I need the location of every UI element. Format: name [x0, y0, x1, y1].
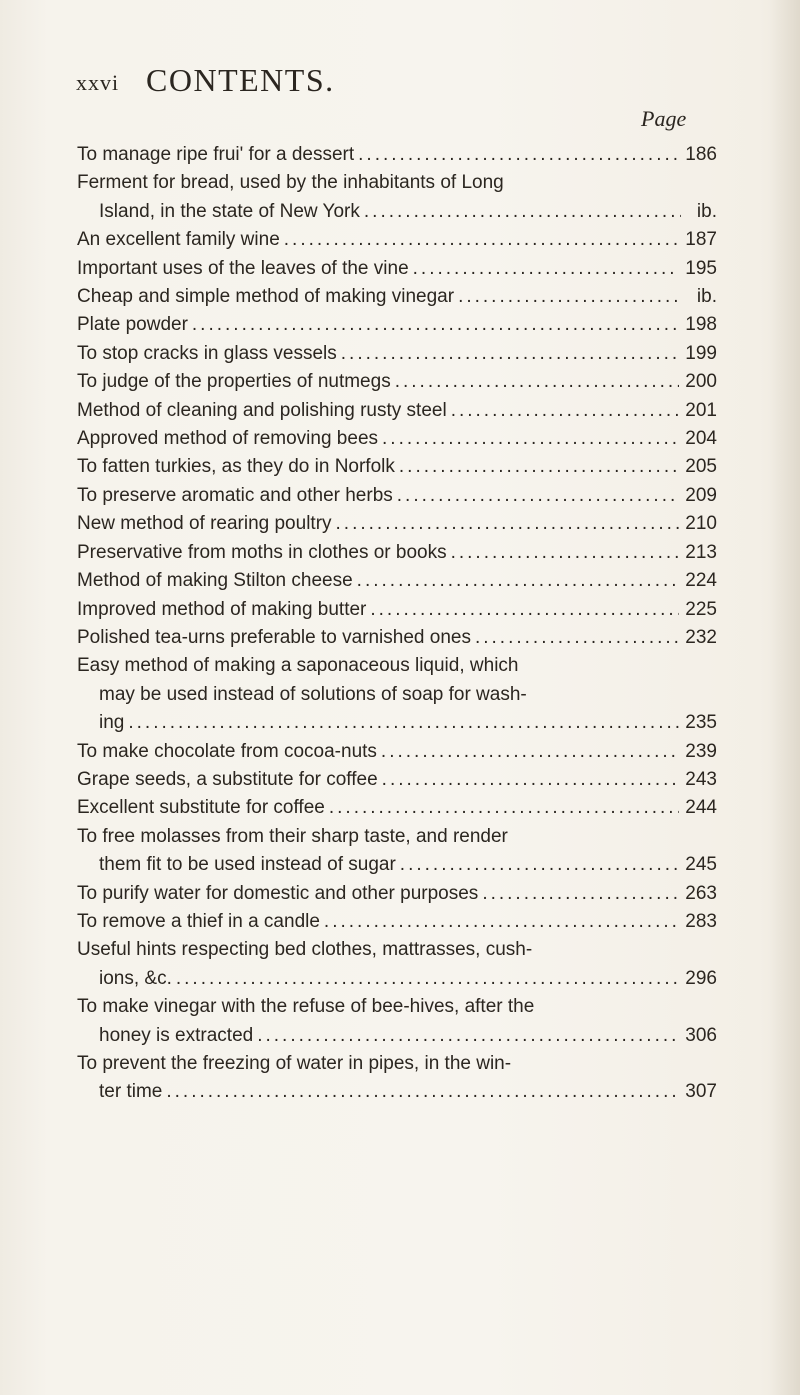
- dot-leader: [257, 1022, 679, 1050]
- contents-entry: [77, 596, 717, 624]
- dot-leader: [458, 283, 681, 311]
- entry-line: [77, 596, 717, 624]
- entry-title-text: To judge of the properties of nutmegs: [77, 371, 391, 393]
- contents-entry: [77, 226, 717, 254]
- entry-page-number: 235: [685, 712, 717, 734]
- entry-line: [77, 738, 717, 766]
- entry-title-text: To purify water for domestic and other purposes: [77, 882, 479, 904]
- contents-entry: [77, 141, 717, 169]
- entry-line: [77, 908, 717, 936]
- dot-leader: [382, 766, 680, 794]
- entry-line: [77, 1022, 717, 1050]
- contents-entry: [77, 652, 717, 737]
- entry-title-text: Ferment for bread, used by the inhabitants of Long: [77, 172, 504, 194]
- contents-entry: [77, 766, 717, 794]
- entry-title-text: Method of cleaning and polishing rusty steel: [77, 399, 447, 421]
- contents-entry: [77, 510, 717, 538]
- dot-leader: [166, 1078, 679, 1106]
- entry-title-text: To fatten turkies, as they do in Norfolk: [77, 456, 395, 478]
- entry-page-number: 204: [685, 428, 717, 450]
- dot-leader: [451, 397, 680, 425]
- entry-page-number: 210: [685, 513, 717, 535]
- entry-line: [77, 141, 717, 169]
- entry-page-number: 201: [685, 399, 717, 421]
- page-edge-shadow: [770, 0, 800, 1395]
- entry-title-text: Plate powder: [77, 314, 188, 336]
- entry-line: [77, 681, 717, 709]
- contents-entry: [77, 255, 717, 283]
- dot-leader: [324, 908, 679, 936]
- dot-leader: [395, 368, 680, 396]
- entry-line: [77, 340, 717, 368]
- page-header: [76, 62, 696, 102]
- entry-line: [77, 311, 717, 339]
- entry-line: [77, 936, 717, 964]
- entry-line: [77, 397, 717, 425]
- entry-page-number: ib.: [696, 200, 717, 222]
- dot-leader: [128, 709, 679, 737]
- entry-line: [77, 198, 717, 226]
- entry-title-text: New method of rearing poultry: [77, 513, 332, 535]
- running-head-title: CONTENTS.: [146, 62, 335, 98]
- entry-page-number: 224: [685, 570, 717, 592]
- entry-page-number: 200: [685, 371, 717, 393]
- entry-title-text: ter time: [99, 1081, 163, 1103]
- entry-line: [77, 993, 717, 1021]
- contents-entry: [77, 880, 717, 908]
- entry-page-number: 263: [685, 882, 717, 904]
- contents-entry: [77, 908, 717, 936]
- entry-title-text: To manage ripe frui' for a dessert: [77, 144, 355, 165]
- entry-line: [77, 652, 717, 680]
- entry-line: [77, 624, 717, 652]
- entry-line: [77, 453, 717, 481]
- contents-entry: [77, 368, 717, 396]
- entry-line: [77, 539, 717, 567]
- entry-title-text: may be used instead of solutions of soap for wash-: [99, 683, 527, 705]
- entry-line: [77, 766, 717, 794]
- entry-page-number: 198: [685, 314, 717, 336]
- entry-line: [77, 1078, 717, 1106]
- entry-title-text: Important uses of the leaves of the vine: [77, 257, 409, 279]
- contents-list: [77, 141, 717, 1107]
- entry-line: [77, 226, 717, 254]
- entry-line: [77, 823, 717, 851]
- contents-entry: [77, 311, 717, 339]
- entry-title-text: To stop cracks in glass vessels: [77, 342, 337, 364]
- entry-title-text: To make vinegar with the refuse of bee-hives, after the: [77, 996, 535, 1018]
- entry-line: [77, 709, 717, 737]
- entry-page-number: 243: [685, 768, 717, 790]
- dot-leader: [413, 255, 680, 283]
- dot-leader: [397, 482, 680, 510]
- contents-entry: [77, 936, 717, 993]
- dot-leader: [381, 738, 679, 766]
- entry-title-text: To preserve aromatic and other herbs: [77, 484, 393, 506]
- dot-leader: [192, 311, 679, 339]
- entry-page-number: 306: [685, 1024, 717, 1046]
- entry-page-number: 209: [685, 484, 717, 506]
- entry-title-text: honey is extracted: [99, 1024, 254, 1046]
- folio-number: xxvi: [76, 70, 120, 95]
- entry-title-text: To remove a thief in a candle: [77, 910, 320, 932]
- contents-entry: [77, 425, 717, 453]
- entry-title-text: To prevent the freezing of water in pipes, in the win-: [77, 1053, 512, 1074]
- entry-title-text: To free molasses from their sharp taste, and render: [77, 825, 508, 847]
- dot-leader: [400, 851, 680, 879]
- entry-page-number: 186: [685, 144, 717, 165]
- entry-page-number: ib.: [696, 286, 717, 308]
- dot-leader: [370, 596, 679, 624]
- entry-title-text: Method of making Stilton cheese: [77, 570, 353, 592]
- contents-entry: [77, 397, 717, 425]
- contents-entry: [77, 539, 717, 567]
- dot-leader: [284, 226, 680, 254]
- entry-page-number: 225: [685, 598, 717, 620]
- contents-entry: [77, 567, 717, 595]
- dot-leader: [364, 198, 681, 226]
- entry-title-text: An excellent family wine: [77, 229, 280, 251]
- dot-leader: [358, 141, 679, 169]
- entry-title-text: Cheap and simple method of making vinegar: [77, 286, 455, 308]
- contents-entry: [77, 823, 717, 880]
- entry-page-number: 199: [685, 342, 717, 364]
- entry-title-text: Easy method of making a saponaceous liquid, which: [77, 655, 519, 677]
- entry-line: [77, 255, 717, 283]
- dot-leader: [357, 567, 680, 595]
- contents-entry: [77, 283, 717, 311]
- entry-title-text: Improved method of making butter: [77, 598, 367, 620]
- entry-title-text: Preservative from moths in clothes or books: [77, 541, 447, 563]
- entry-title-text: Excellent substitute for coffee: [77, 797, 325, 819]
- contents-entry: [77, 482, 717, 510]
- entry-line: [77, 880, 717, 908]
- entry-page-number: 187: [685, 229, 717, 251]
- entry-page-number: 307: [685, 1081, 717, 1103]
- dot-leader: [341, 340, 680, 368]
- entry-line: [77, 482, 717, 510]
- entry-page-number: 283: [685, 910, 717, 932]
- entry-page-number: 232: [685, 626, 717, 648]
- entry-line: [77, 169, 717, 197]
- contents-entry: [77, 993, 717, 1050]
- entry-line: [77, 567, 717, 595]
- entry-line: [77, 283, 717, 311]
- dot-leader: [399, 453, 679, 481]
- contents-entry: [77, 794, 717, 822]
- contents-entry: [77, 453, 717, 481]
- entry-title-text: Useful hints respecting bed clothes, mattrasses, cush-: [77, 939, 533, 961]
- entry-line: [77, 510, 717, 538]
- entry-title-text: Polished tea-urns preferable to varnished ones: [77, 626, 471, 648]
- dot-leader: [475, 624, 679, 652]
- entry-page-number: 296: [685, 967, 717, 989]
- page-column-label: Page: [641, 106, 687, 131]
- dot-leader: [176, 965, 679, 993]
- entry-page-number: 239: [685, 740, 717, 762]
- entry-title-text: To make chocolate from cocoa-nuts: [77, 740, 377, 762]
- dot-leader: [329, 794, 679, 822]
- entry-line: [77, 1050, 717, 1078]
- contents-entry: [77, 340, 717, 368]
- entry-title-text: ions, &c.: [99, 967, 172, 989]
- entry-title-text: ing: [99, 712, 125, 734]
- entry-line: [77, 851, 717, 879]
- entry-title-text: Island, in the state of New York: [99, 200, 360, 222]
- entry-title-text: them fit to be used instead of sugar: [99, 854, 396, 876]
- contents-entry: [77, 738, 717, 766]
- entry-page-number: 205: [685, 456, 717, 478]
- dot-leader: [382, 425, 679, 453]
- dot-leader: [482, 880, 679, 908]
- entry-page-number: 195: [685, 257, 717, 279]
- entry-page-number: 244: [685, 797, 717, 819]
- entry-page-number: 213: [685, 541, 717, 563]
- entry-page-number: 245: [685, 854, 717, 876]
- entry-title-text: Approved method of removing bees: [77, 428, 379, 450]
- entry-line: [77, 425, 717, 453]
- entry-line: [77, 965, 717, 993]
- dot-leader: [451, 539, 680, 567]
- entry-line: [77, 794, 717, 822]
- contents-entry: [77, 624, 717, 652]
- contents-entry: [77, 169, 717, 226]
- entry-line: [77, 368, 717, 396]
- contents-entry: [77, 1050, 717, 1107]
- entry-title-text: Grape seeds, a substitute for coffee: [77, 768, 378, 790]
- dot-leader: [336, 510, 680, 538]
